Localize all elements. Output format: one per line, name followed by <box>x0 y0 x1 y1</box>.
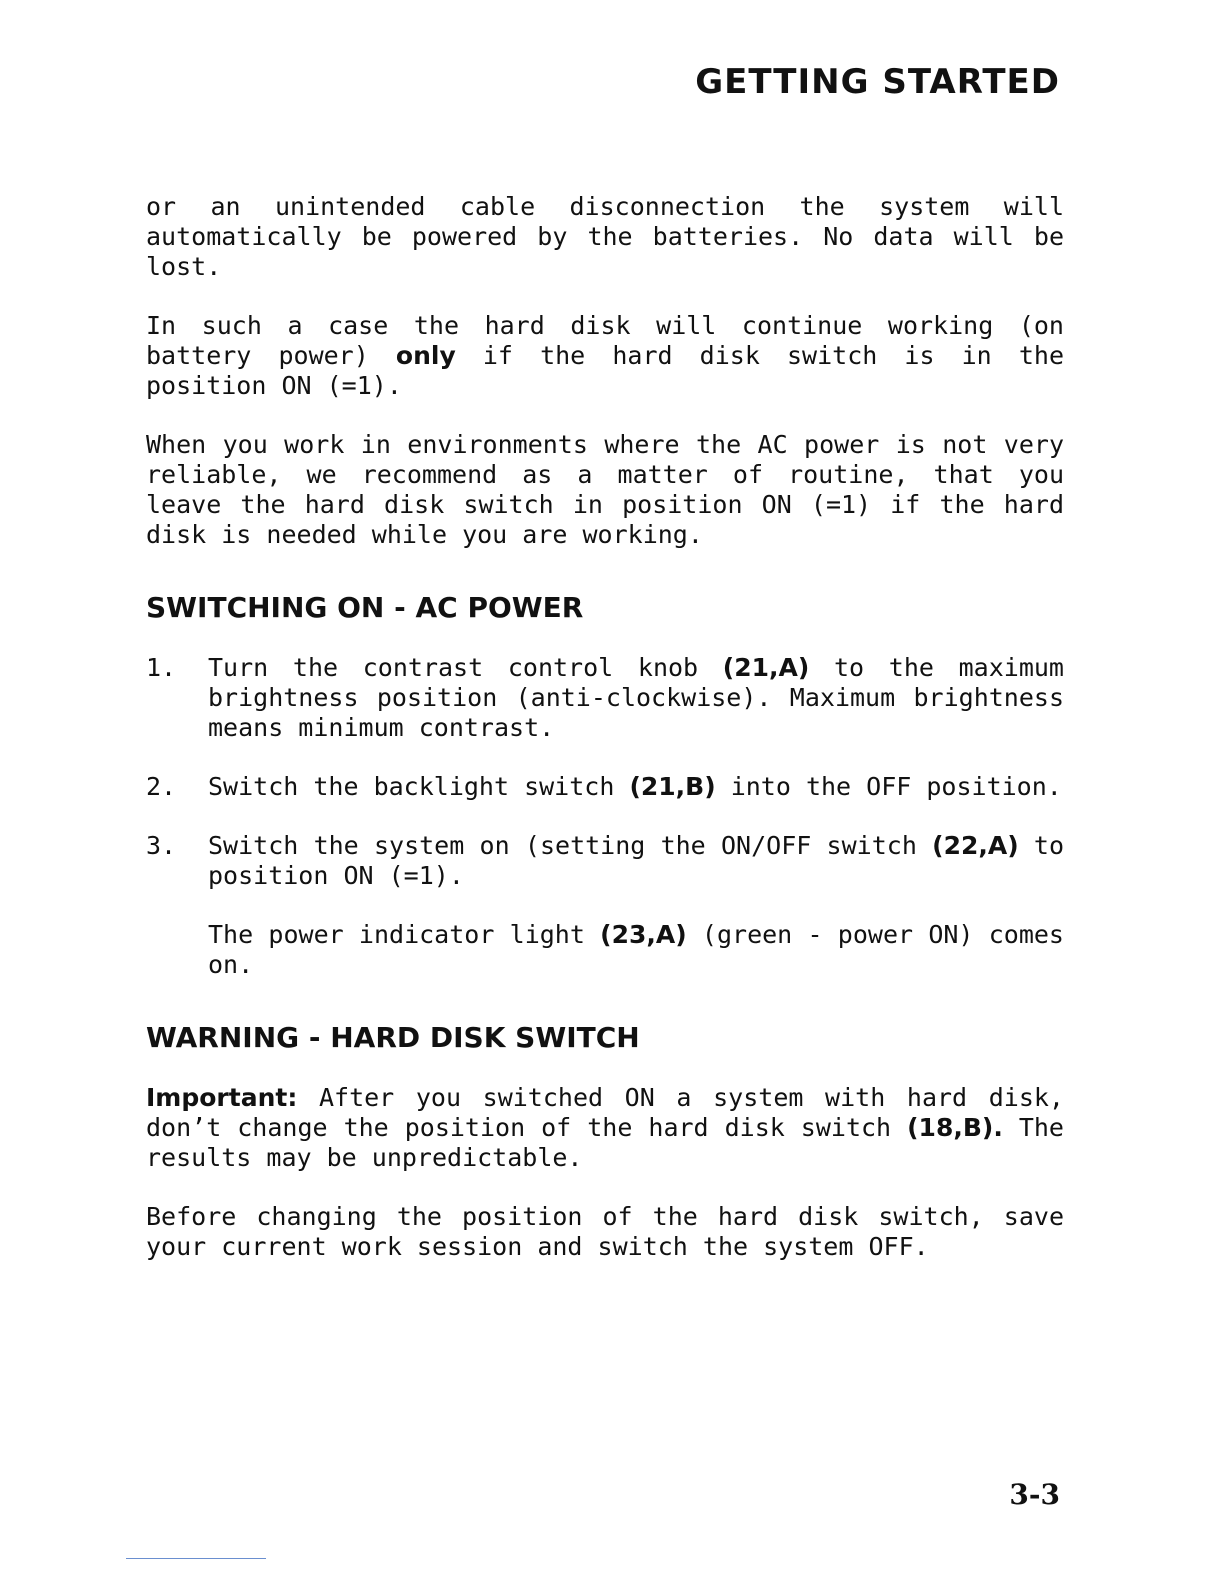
warning-paragraph-2: Before changing the position of the hard disk switch, save your current work session and switch the system OFF. <box>146 1202 1064 1261</box>
figure-reference: (22,A) <box>932 831 1019 860</box>
warning-paragraph-1 <box>146 1083 1064 1173</box>
section-heading-warning: WARNING - HARD DISK SWITCH <box>146 1021 640 1054</box>
step-text <box>208 831 1064 891</box>
switching-on-steps <box>146 653 1064 980</box>
step-text-end: to position ON (=1). <box>208 831 1065 890</box>
step-text-end: into the OFF position. <box>715 772 1062 801</box>
step-note <box>208 920 1064 980</box>
warning-paragraph-1-end: The results may be unpredictable. <box>146 1113 1064 1172</box>
step-text <box>208 653 1064 743</box>
step-note-end: (green - power ON) comes on. <box>208 920 1064 979</box>
step-number: 2. <box>146 772 177 801</box>
step-2 <box>146 772 1064 802</box>
step-number: 1. <box>146 653 177 682</box>
step-number: 3. <box>146 831 177 860</box>
figure-reference: (21,A) <box>722 653 810 682</box>
step-text-end: to the maximum brightness position (anti-clockwise). Maximum brightness means minimum contrast. <box>208 653 1064 742</box>
step-1 <box>146 653 1064 743</box>
step-text <box>208 772 1064 802</box>
step-text-start: Switch the system on (setting the ON/OFF switch <box>208 831 933 860</box>
section-heading-switching-on: SWITCHING ON - AC POWER <box>146 591 584 624</box>
intro-paragraph-2-start: In such a case the hard disk will continue working (on battery power) <box>146 311 1064 370</box>
intro-paragraph-2 <box>146 311 1064 401</box>
step-note-start: The power indicator light <box>208 920 601 949</box>
step-3 <box>146 831 1064 980</box>
running-head: GETTING STARTED <box>695 62 1060 102</box>
important-label: Important: <box>146 1083 298 1112</box>
intro-paragraph-2-end: if the hard disk switch is in the position ON (=1). <box>146 341 1064 400</box>
emphasis-only: only <box>395 341 456 370</box>
intro-paragraph-1: or an unintended cable disconnection the system will automatically be powered by the batteries. No data will be lost. <box>146 192 1064 281</box>
figure-reference: (23,A) <box>600 920 687 949</box>
warning-paragraph-1-start: After you switched ON a system with hard disk, don’t change the position of the hard disk switch <box>146 1083 1064 1142</box>
intro-paragraph-3: When you work in environments where the AC power is not very reliable, we recommend as a matter of routine, that you leave the hard disk switch in position ON (=1) if the hard disk is needed while you are working. <box>146 430 1064 549</box>
figure-reference: (18,B). <box>907 1113 1003 1142</box>
step-text-start: Switch the backlight switch <box>208 772 630 801</box>
page-number: 3-3 <box>1009 1478 1060 1511</box>
figure-reference: (21,B) <box>629 772 716 801</box>
scan-edge-line <box>126 1558 266 1559</box>
page-body <box>146 192 1064 1291</box>
step-text-start: Turn the contrast control knob <box>208 653 723 682</box>
